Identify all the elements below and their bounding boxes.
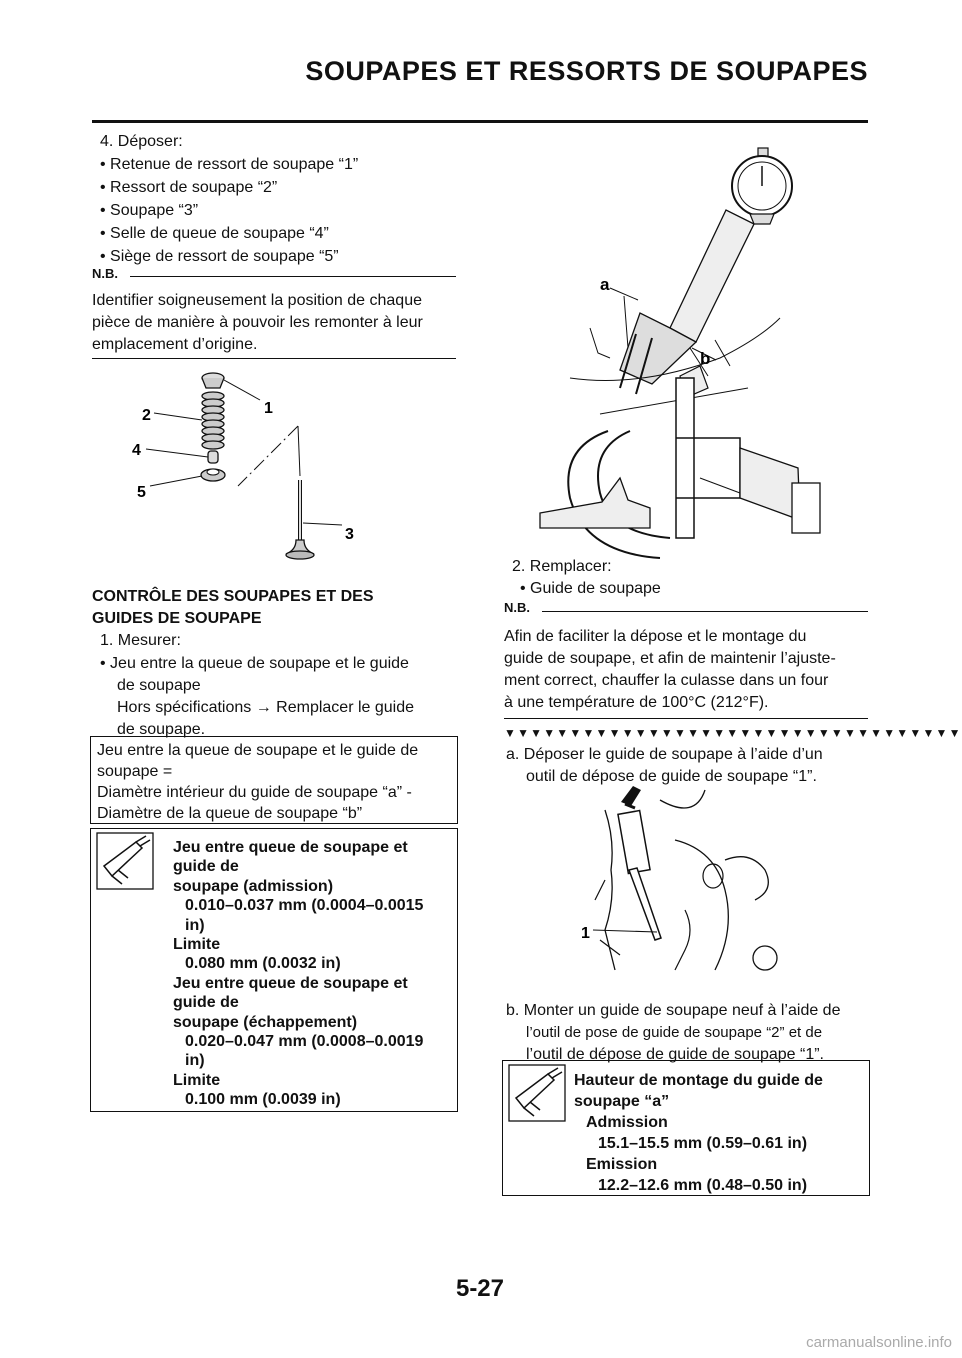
- spec-line: Jeu entre queue de soupape et: [173, 839, 408, 856]
- spec-line: 0.080 mm (0.0032 in): [185, 955, 341, 973]
- nb-end-rule: [504, 718, 868, 719]
- measurement-figure: [540, 148, 830, 558]
- fig-label: b: [700, 349, 711, 368]
- spec-line: in): [185, 916, 205, 934]
- nb-text: pièce de manière à pouvoir les remonter à leur: [92, 314, 423, 331]
- spec-line: Limite: [173, 936, 221, 953]
- step4-heading: 4. Déposer:: [100, 133, 183, 150]
- step1-heading: 1. Mesurer:: [100, 632, 181, 649]
- header-rule: [92, 120, 868, 123]
- fig-label: 1: [264, 400, 273, 417]
- watermark: carmanualsonline.info: [806, 1334, 952, 1351]
- step4-item: • Siège de ressort de soupape “5”: [100, 248, 339, 265]
- spec-line: Limite: [173, 1071, 221, 1089]
- step-b: l’outil de pose de guide de soupape “2” et de: [526, 1024, 823, 1041]
- step-a: outil de dépose de guide de soupape “1”.: [526, 768, 817, 785]
- fig-label: 3: [345, 526, 354, 543]
- spec-line: guide de: [173, 994, 239, 1012]
- nb-rule: [542, 611, 868, 612]
- nb-text: Afin de faciliter la dépose et le montage du: [504, 628, 807, 645]
- section-title: GUIDES DE SOUPAPE: [92, 610, 262, 627]
- formula-text: soupape =: [97, 763, 173, 780]
- spec-line: in): [185, 1052, 205, 1070]
- caliper-spec-icon: [508, 1064, 566, 1122]
- nb-label: N.B.: [92, 266, 118, 281]
- step1-item: • Jeu entre la queue de soupape et le guide: [100, 655, 409, 672]
- spec-line: Emission: [586, 1156, 658, 1173]
- step4-item: • Retenue de ressort de soupape “1”: [100, 156, 359, 173]
- formula-text: Jeu entre la queue de soupape et le guide de: [97, 742, 419, 759]
- nb-text: à une température de 100°C (212°F).: [504, 694, 769, 711]
- step-a: a. Déposer le guide de soupape à l’aide d’un: [506, 746, 823, 763]
- step2-heading: 2. Remplacer:: [512, 558, 612, 575]
- procedure-start-marker: ▼▼▼▼▼▼▼▼▼▼▼▼▼▼▼▼▼▼▼▼▼▼▼▼▼▼▼▼▼▼▼▼▼▼▼: [504, 726, 962, 740]
- guide-removal-figure: [575, 780, 795, 975]
- spec-line: 15.1–15.5 mm (0.59–0.61 in): [598, 1135, 808, 1152]
- spec-line: 0.100 mm (0.0039 in): [185, 1091, 341, 1109]
- fig-label: 1: [581, 925, 590, 942]
- spec-line: Jeu entre queue de soupape et: [173, 974, 408, 992]
- nb-rule: [130, 276, 456, 277]
- formula-text: Diamètre de la queue de soupape “b”: [97, 805, 363, 822]
- step4-item: • Soupape “3”: [100, 202, 199, 219]
- valve-parts-figure: [120, 368, 380, 578]
- step1-item: de soupape: [117, 677, 201, 694]
- page-number: 5-27: [455, 1275, 505, 1302]
- step1-item: de soupape.: [117, 721, 206, 738]
- spec-line: 0.010–0.037 mm (0.0004–0.0015: [185, 897, 424, 915]
- spec-line: Admission: [586, 1114, 668, 1131]
- spec-line: soupape (échappement): [173, 1013, 358, 1031]
- section-title: CONTRÔLE DES SOUPAPES ET DES: [92, 588, 374, 605]
- step2-item: • Guide de soupape: [520, 580, 661, 597]
- spec-line: Hauteur de montage du guide de: [574, 1072, 823, 1089]
- step-b: b. Monter un guide de soupape neuf à l’aide de: [506, 1002, 841, 1019]
- formula-text: Diamètre intérieur du guide de soupape “a” -: [97, 784, 412, 801]
- nb-text: emplacement d’origine.: [92, 336, 258, 353]
- fig-label: 5: [137, 484, 146, 501]
- nb-label: N.B.: [504, 600, 530, 615]
- step-b: l’outil de dépose de guide de soupape “1”.: [526, 1046, 824, 1063]
- nb-text: ment correct, chauffer la culasse dans un four: [504, 672, 829, 689]
- step1-item: Hors spécifications → Remplacer le guide: [117, 699, 415, 716]
- fig-label: 4: [132, 442, 141, 459]
- fig-label: a: [600, 275, 610, 294]
- spec-line: 0.020–0.047 mm (0.0008–0.0019: [185, 1033, 424, 1050]
- step4-item: • Selle de queue de soupape “4”: [100, 225, 329, 242]
- spec-line: soupape “a”: [574, 1093, 670, 1110]
- nb-end-rule: [92, 358, 456, 359]
- page-title: SOUPAPES ET RESSORTS DE SOUPAPES: [305, 56, 868, 86]
- fig-label: 2: [142, 407, 151, 424]
- caliper-spec-icon: [96, 832, 154, 890]
- step4-item: • Ressort de soupape “2”: [100, 179, 278, 196]
- spec-line: 12.2–12.6 mm (0.48–0.50 in): [598, 1177, 808, 1194]
- nb-text: Identifier soigneusement la position de chaque: [92, 292, 422, 309]
- spec-line: guide de: [173, 858, 239, 876]
- spec-line: soupape (admission): [173, 877, 334, 895]
- nb-text: guide de soupape, et afin de maintenir l’ajuste-: [504, 650, 836, 667]
